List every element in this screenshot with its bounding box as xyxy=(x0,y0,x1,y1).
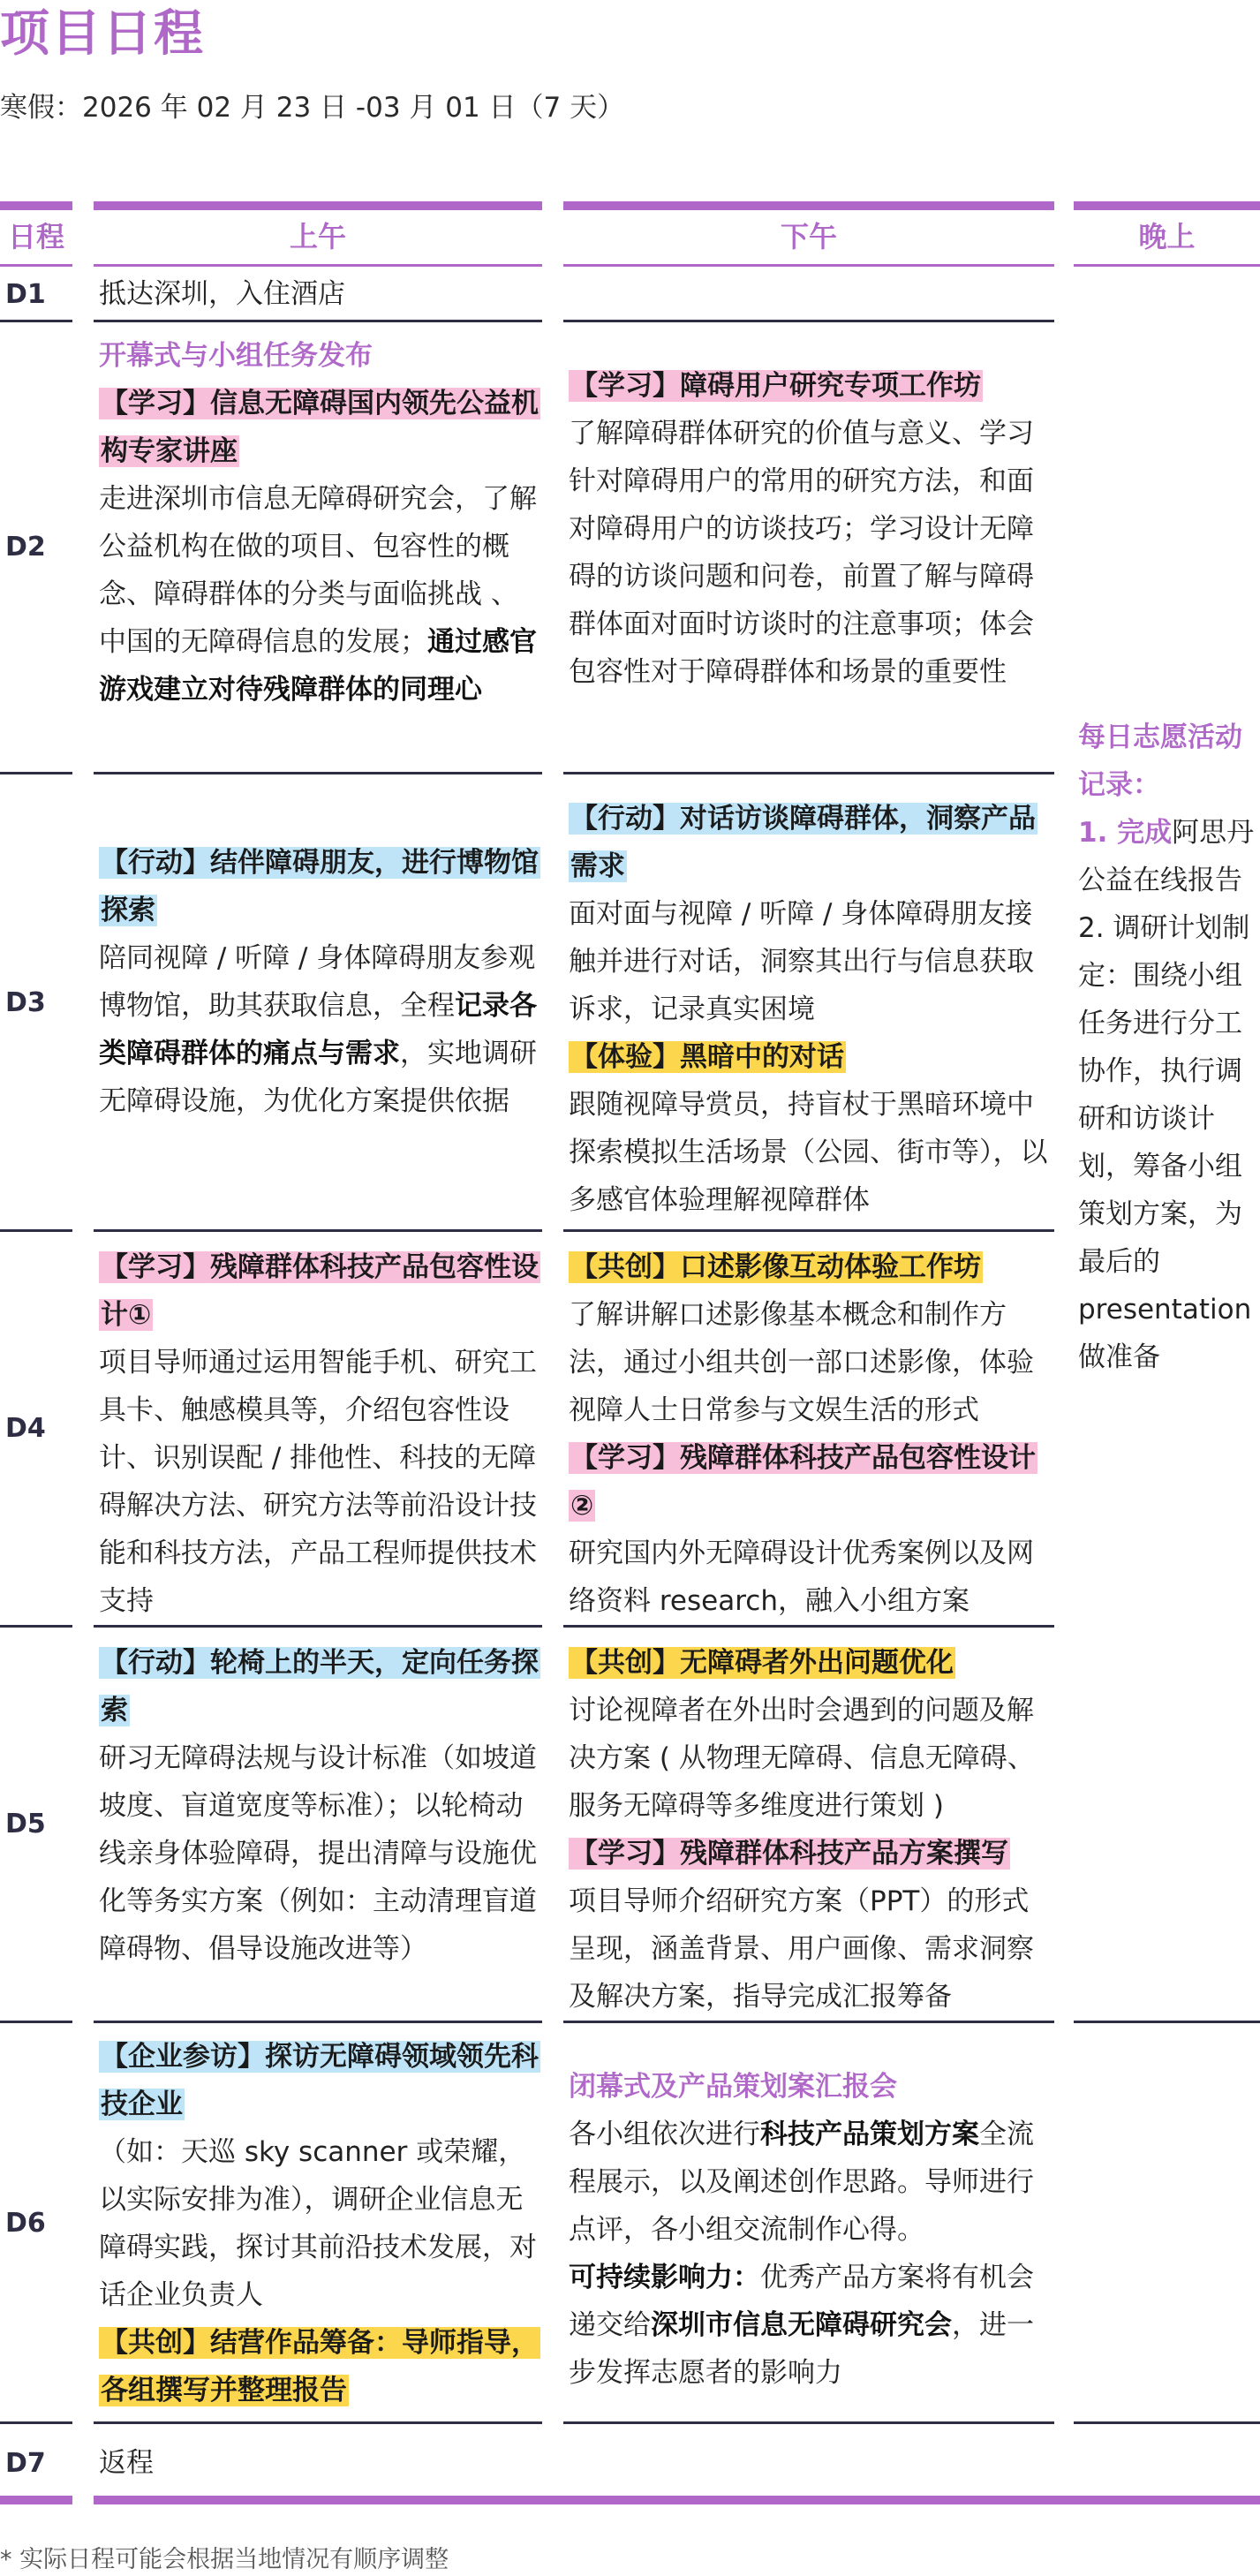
d5-morning-tag: 【行动】轮椅上的半天，定向任务探索 xyxy=(101,1647,539,1726)
d2-morning: 开幕式与小组任务发布 【学习】信息无障碍国内领先公益机构专家讲座 走进深圳市信息无障碍研究会，了解公益机构在做的项目、包容性的概念、障碍群体的分类与面临挑战 、中国的无障碍信息的发展；通过感官游戏建立对待残障群体的同理心 xyxy=(99,332,540,714)
d2-morning-bold: 通过感官游戏建立对待残障群体的同理心 xyxy=(99,626,537,706)
header-bottom-rule xyxy=(0,264,72,267)
row-divider xyxy=(0,2421,72,2424)
row-divider xyxy=(0,772,72,774)
header-top-rule xyxy=(0,201,72,210)
table-bottom-rule xyxy=(0,2496,72,2504)
row-divider xyxy=(94,1229,542,1232)
row-divider xyxy=(1074,2021,1260,2023)
d6-afternoon-heading: 闭幕式及产品策划案汇报会 xyxy=(569,2071,897,2103)
footnote: * 实际日程可能会根据当地情况有顺序调整 xyxy=(0,2546,449,2573)
row-divider xyxy=(94,320,542,322)
d2-morning-heading: 开幕式与小组任务发布 xyxy=(99,340,373,372)
day-label: D1 xyxy=(5,279,46,310)
header-afternoon: 下午 xyxy=(780,220,837,253)
row-divider xyxy=(94,2021,542,2023)
header-morning: 上午 xyxy=(289,220,346,253)
row-divider xyxy=(1074,2421,1260,2424)
d1-morning: 抵达深圳，入住酒店 xyxy=(99,278,345,310)
day-label: D3 xyxy=(5,987,46,1018)
header-bottom-rule xyxy=(563,264,1054,267)
d2-afternoon: 【学习】障碍用户研究专项工作坊 了解障碍群体研究的价值与意义、学习针对障碍用户的常用的研究方法，和面对障碍用户的访谈技巧；学习设计无障碍的访谈问题和问卷，前置了解与障碍群体面对面时访谈时的注意事项；体会包容性对于障碍群体和场景的重要性 xyxy=(569,370,1034,688)
row-divider xyxy=(94,2421,542,2424)
day-label: D4 xyxy=(5,1413,46,1444)
d3-afternoon: 【行动】对话访谈障碍群体，洞察产品需求 面对面与视障 / 听障 / 身体障碍朋友接触并进行对话，洞察其出行与信息获取诉求，记录真实困境 【体验】黑暗中的对话 跟随视障导赏员，持盲杖于黑暗环境中探索模拟生活场景（公园、街市等），以多感官体验理解视障群体 xyxy=(569,803,1048,1216)
d3-morning: 【行动】结伴障碍朋友，进行博物馆探索 陪同视障 / 听障 / 身体障碍朋友参观博物馆，助其获取信息，全程记录各类障碍群体的痛点与需求，实地调研无障碍设施，为优化方案提供依据 xyxy=(99,847,539,1117)
d5-afternoon: 【共创】无障碍者外出问题优化 讨论视障者在外出时会遇到的问题及解决方案 ( 从物理无障碍、信息无障碍、服务无障碍等多维度进行策划 ) 【学习】残障群体科技产品方案撰写 项目导师介绍研究方案（PPT）的形式呈现，涵盖背景、用户画像、需求洞察及解决方案，指导完成汇报筹备 xyxy=(569,1647,1035,2013)
row-divider xyxy=(0,1625,72,1628)
d5-afternoon-tag2: 【学习】残障群体科技产品方案撰写 xyxy=(570,1838,1008,1870)
evening-notes: 每日志愿活动记录： 1. 完成阿思丹公益在线报告 2. 调研计划制定：围绕小组任务进行分工协作，执行调研和访谈计划，筹备小组策划方案，为最后的presentation做准备 xyxy=(1078,714,1260,1381)
day-label: D2 xyxy=(5,532,46,563)
row-divider xyxy=(563,1229,1054,1232)
header-bottom-rule xyxy=(1074,264,1260,267)
header-top-rule xyxy=(563,201,1054,210)
page-title: 项目日程 xyxy=(0,5,205,63)
row-divider xyxy=(94,772,542,774)
header-top-rule xyxy=(94,201,542,210)
d4-afternoon-tag2: 【学习】残障群体科技产品包容性设计② xyxy=(570,1442,1036,1522)
d3-afternoon-tag2: 【体验】黑暗中的对话 xyxy=(570,1041,844,1073)
schedule-dates: 寒假：2026 年 02 月 23 日 -03 月 01 日（7 天） xyxy=(0,92,625,124)
table-bottom-rule xyxy=(94,2496,1260,2504)
row-divider xyxy=(0,2021,72,2023)
row-divider xyxy=(563,1625,1054,1628)
d2-morning-tag: 【学习】信息无障碍国内领先公益机构专家讲座 xyxy=(101,388,539,467)
row-divider xyxy=(0,1229,72,1232)
d5-morning: 【行动】轮椅上的半天，定向任务探索 研习无障碍法规与设计标准（如坡道坡度、盲道宽度等标准）；以轮椅动线亲身体验障碍，提出清障与设施优化等务实方案（例如：主动清理盲道障碍物、倡导设施改进等） xyxy=(99,1647,539,1965)
row-divider xyxy=(0,320,72,322)
header-bottom-rule xyxy=(94,264,542,267)
d6-morning: 【企业参访】探访无障碍领域领先科技企业 （如：天巡 sky scanner 或荣耀，以实际安排为准），调研企业信息无障碍实践，探讨其前沿技术发展，对话企业负责人 【共创】结营作品筹备：导师指导，各组撰写并整理报告 xyxy=(99,2041,539,2406)
d3-afternoon-tag1: 【行动】对话访谈障碍群体，洞察产品需求 xyxy=(570,803,1036,882)
d2-afternoon-tag: 【学习】障碍用户研究专项工作坊 xyxy=(570,370,981,402)
row-divider xyxy=(563,2021,1054,2023)
d4-morning-tag: 【学习】残障群体科技产品包容性设计① xyxy=(101,1251,539,1331)
evening-heading: 每日志愿活动记录： xyxy=(1078,721,1242,801)
d7-morning: 返程 xyxy=(99,2447,154,2479)
row-divider xyxy=(563,2421,1054,2424)
day-label: D7 xyxy=(5,2448,46,2479)
d6-afternoon: 闭幕式及产品策划案汇报会 各小组依次进行科技产品策划方案全流程展示，以及阐述创作思路。导师进行点评，各小组交流制作心得。 可持续影响力：优秀产品方案将有机会递交给深圳市信息无障碍研究会，进一步发挥志愿者的影响力 xyxy=(569,2063,1050,2397)
header-top-rule xyxy=(1074,201,1260,210)
d4-afternoon-tag1: 【共创】口述影像互动体验工作坊 xyxy=(570,1251,981,1283)
row-divider xyxy=(563,320,1054,322)
day-label: D5 xyxy=(5,1809,46,1839)
d5-afternoon-tag1: 【共创】无障碍者外出问题优化 xyxy=(570,1647,954,1679)
d4-morning: 【学习】残障群体科技产品包容性设计① 项目导师通过运用智能手机、研究工具卡、触感模具等，介绍包容性设计、识别误配 / 排他性、科技的无障碍解决方法、研究方法等前沿设计技能和科技方法，产品工程师提供技术支持 xyxy=(99,1251,539,1617)
header-evening: 晚上 xyxy=(1138,220,1196,253)
d6-morning-tag2: 【共创】结营作品筹备：导师指导，各组撰写并整理报告 xyxy=(101,2327,539,2406)
day-label: D6 xyxy=(5,2208,46,2239)
d6-morning-tag1: 【企业参访】探访无障碍领域领先科技企业 xyxy=(101,2041,539,2120)
row-divider xyxy=(94,1625,542,1628)
d4-afternoon: 【共创】口述影像互动体验工作坊 了解讲解口述影像基本概念和制作方法，通过小组共创一部口述影像，体验视障人士日常参与文娱生活的形式 【学习】残障群体科技产品包容性设计② 研究国内外无障碍设计优秀案例以及网络资料 research，融入小组方案 xyxy=(569,1251,1036,1617)
row-divider xyxy=(563,772,1054,774)
d3-morning-tag: 【行动】结伴障碍朋友，进行博物馆探索 xyxy=(101,847,539,926)
header-day: 日程 xyxy=(7,220,64,253)
